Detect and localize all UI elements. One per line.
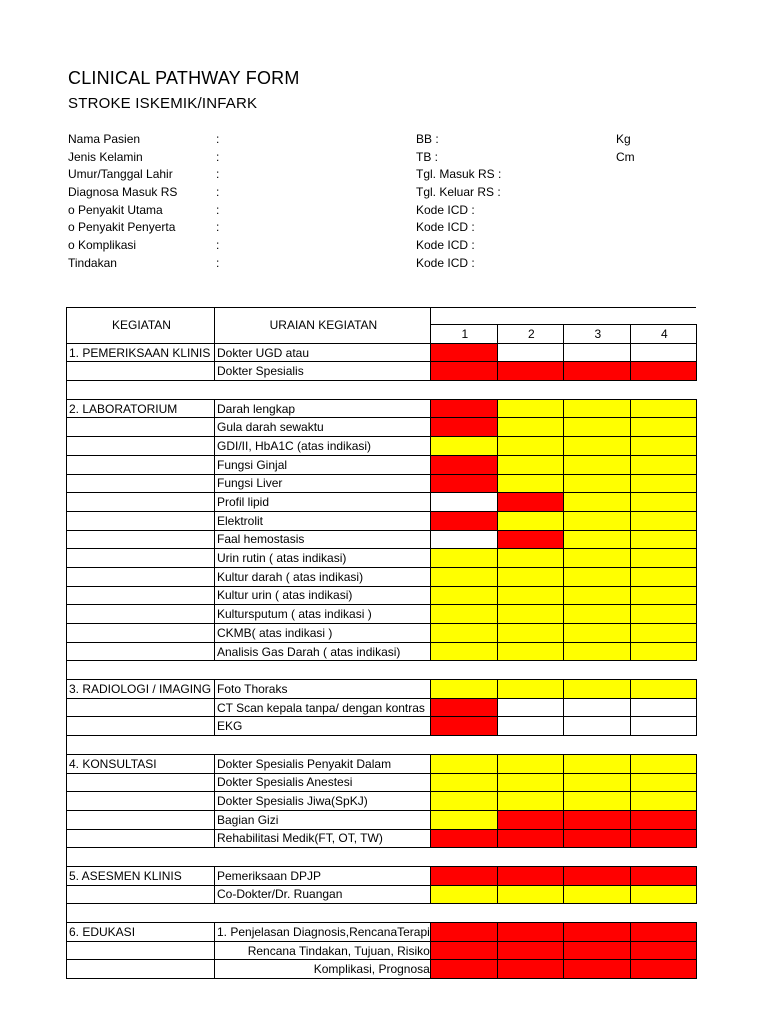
day-cell — [563, 960, 630, 979]
uraian-text: Foto Thoraks — [217, 681, 288, 696]
table-row — [67, 567, 697, 586]
day-cell — [497, 437, 563, 456]
field-unit — [616, 166, 635, 184]
uraian-text: Darah lengkap — [217, 401, 296, 416]
day-number-cell: 1 — [430, 325, 497, 344]
header-kegiatan: KEGIATAN — [67, 308, 215, 344]
section-spacer — [67, 904, 697, 923]
admission-field-label: TB : — [416, 149, 439, 164]
day-cell — [497, 399, 563, 418]
uraian-cell — [215, 680, 431, 699]
uraian-text: 1. Penjelasan Diagnosis,RencanaTerapi — [217, 924, 430, 939]
day-cell — [563, 754, 630, 773]
day-cell — [630, 399, 696, 418]
day-cell — [630, 605, 696, 624]
day-cell — [630, 567, 696, 586]
day-cell — [563, 642, 630, 661]
field-separator: : — [216, 132, 220, 146]
uraian-cell — [215, 624, 431, 643]
kegiatan-cell — [67, 717, 215, 736]
uraian-text: Bagian Gizi — [217, 812, 279, 827]
uraian-cell — [215, 960, 431, 979]
admission-field-label: Kode ICD : — [416, 202, 475, 217]
field-unit — [616, 255, 635, 273]
day-cell — [430, 530, 497, 549]
uraian-cell — [215, 885, 431, 904]
day-cell — [563, 605, 630, 624]
field-separator: : — [216, 220, 220, 235]
header-uraian: URAIAN KEGIATAN — [215, 308, 431, 344]
day-cell — [497, 941, 563, 960]
table-row — [67, 362, 697, 381]
table-row — [67, 754, 697, 773]
kegiatan-cell — [67, 624, 215, 643]
day-cell — [563, 923, 630, 942]
table-row — [67, 680, 697, 699]
day-cell — [630, 717, 696, 736]
day-cell — [497, 810, 563, 829]
admission-field-label: Kode ICD : — [416, 255, 475, 270]
uraian-text: Gula darah sewaktu — [217, 420, 324, 435]
patient-field-label: Tindakan — [68, 255, 117, 270]
day-cell — [563, 343, 630, 362]
day-cell — [430, 680, 497, 699]
day-cell — [497, 455, 563, 474]
field-unit: Cm — [616, 149, 635, 164]
uraian-cell — [215, 399, 431, 418]
kegiatan-cell: 2. LABORATORIUM — [67, 399, 215, 418]
admission-field-label: Kode ICD : — [416, 238, 475, 253]
table-row — [67, 343, 697, 362]
day-cell — [497, 586, 563, 605]
day-cell — [563, 773, 630, 792]
uraian-text: Pemeriksaan DPJP — [217, 868, 322, 883]
field-separator: : — [216, 238, 220, 253]
kegiatan-cell — [67, 698, 215, 717]
admission-field-units — [616, 131, 635, 273]
field-separator: : — [216, 185, 220, 200]
day-cell — [497, 960, 563, 979]
day-cell — [630, 754, 696, 773]
day-cell — [563, 698, 630, 717]
day-cell — [430, 455, 497, 474]
uraian-text: Profil lipid — [217, 495, 270, 510]
uraian-cell — [215, 493, 431, 512]
uraian-text: CT Scan kepala tanpa/ dengan kontras — [217, 700, 425, 715]
day-cell — [430, 549, 497, 568]
day-cell — [630, 866, 696, 885]
day-cell — [430, 399, 497, 418]
spacer-cell — [67, 381, 697, 400]
field-unit: Kg — [616, 132, 631, 146]
admission-field-label: Tgl. Masuk RS : — [416, 167, 502, 182]
kegiatan-cell: 1. PEMERIKSAAN KLINIS — [67, 343, 215, 362]
uraian-text: Fungsi Ginjal — [217, 457, 288, 472]
day-cell — [630, 530, 696, 549]
form-subtitle: STROKE ISKEMIK/INFARK — [68, 95, 258, 112]
field-unit — [616, 202, 635, 220]
patient-field-label: Diagnosa Masuk RS — [68, 185, 178, 200]
patient-field-label: Jenis Kelamin — [68, 149, 143, 164]
day-cell — [630, 885, 696, 904]
patient-field-label: Nama Pasien — [68, 132, 141, 146]
day-number-cell: 3 — [563, 325, 630, 344]
patient-field-label: o Penyakit Penyerta — [68, 220, 176, 235]
spacer-cell — [67, 736, 697, 755]
kegiatan-cell — [67, 960, 215, 979]
patient-field-labels — [68, 131, 177, 273]
day-cell — [497, 624, 563, 643]
day-cell — [430, 885, 497, 904]
day-cell — [563, 511, 630, 530]
day-cell — [563, 455, 630, 474]
day-cell — [630, 624, 696, 643]
day-cell — [430, 960, 497, 979]
day-cell — [563, 362, 630, 381]
kegiatan-cell — [67, 941, 215, 960]
day-cell — [630, 698, 696, 717]
kegiatan-cell: 4. KONSULTASI — [67, 754, 215, 773]
day-cell — [430, 624, 497, 643]
table-row — [67, 885, 697, 904]
uraian-cell — [215, 586, 431, 605]
table-row — [67, 717, 697, 736]
day-cell — [430, 343, 497, 362]
patient-field-label: o Komplikasi — [68, 238, 137, 253]
uraian-cell — [215, 754, 431, 773]
day-cell — [563, 829, 630, 848]
uraian-text: Co-Dokter/Dr. Ruangan — [217, 887, 343, 902]
table-row — [67, 474, 697, 493]
admission-field-label: Kode ICD : — [416, 220, 475, 235]
field-unit — [616, 237, 635, 255]
patient-field-label: Umur/Tanggal Lahir — [68, 167, 173, 182]
day-cell — [430, 754, 497, 773]
day-cell — [630, 418, 696, 437]
day-cell — [563, 399, 630, 418]
table-row — [67, 530, 697, 549]
uraian-cell — [215, 362, 431, 381]
uraian-text: Urin rutin ( atas indikasi) — [217, 551, 347, 566]
day-cell — [563, 493, 630, 512]
day-number-cell: 2 — [497, 325, 563, 344]
day-cell — [497, 343, 563, 362]
uraian-text: EKG — [217, 719, 243, 734]
uraian-text: Dokter UGD atau — [217, 345, 310, 360]
table-row — [67, 923, 697, 942]
day-cell — [630, 437, 696, 456]
day-cell — [497, 866, 563, 885]
table-row — [67, 810, 697, 829]
day-cell — [563, 586, 630, 605]
kegiatan-cell — [67, 829, 215, 848]
day-cell — [563, 792, 630, 811]
uraian-text: Rehabilitasi Medik(FT, OT, TW) — [217, 831, 383, 846]
patient-field-separators — [216, 131, 219, 273]
day-cell — [430, 773, 497, 792]
day-cell — [497, 549, 563, 568]
day-cell — [497, 754, 563, 773]
uraian-text: Kultursputum ( atas indikasi ) — [217, 607, 372, 622]
uraian-text: Komplikasi, Prognosa — [313, 962, 430, 977]
day-cell — [430, 829, 497, 848]
day-cell — [497, 567, 563, 586]
uraian-cell — [215, 437, 431, 456]
uraian-cell — [215, 474, 431, 493]
header-row — [67, 308, 697, 325]
day-cell — [563, 567, 630, 586]
uraian-cell — [215, 455, 431, 474]
spacer-cell — [67, 848, 697, 867]
table-row — [67, 624, 697, 643]
table-row — [67, 960, 697, 979]
uraian-cell — [215, 698, 431, 717]
field-separator: : — [216, 149, 220, 164]
spacer-cell — [67, 904, 697, 923]
uraian-cell — [215, 792, 431, 811]
day-cell — [430, 698, 497, 717]
day-cell — [630, 642, 696, 661]
kegiatan-cell: 6. EDUKASI — [67, 923, 215, 942]
admission-field-label: BB : — [416, 132, 439, 146]
day-cell — [430, 418, 497, 437]
table-row — [67, 642, 697, 661]
day-cell — [430, 717, 497, 736]
section-spacer — [67, 736, 697, 755]
day-cell — [630, 474, 696, 493]
kegiatan-cell — [67, 773, 215, 792]
uraian-cell — [215, 511, 431, 530]
day-cell — [497, 493, 563, 512]
table-row — [67, 829, 697, 848]
field-separator: : — [216, 255, 220, 270]
uraian-cell — [215, 549, 431, 568]
table-row — [67, 493, 697, 512]
uraian-text: Elektrolit — [217, 513, 264, 528]
table-row — [67, 698, 697, 717]
day-cell — [497, 698, 563, 717]
day-cell — [630, 549, 696, 568]
day-cell — [497, 362, 563, 381]
kegiatan-cell — [67, 605, 215, 624]
uraian-text: Dokter Spesialis Anestesi — [217, 775, 353, 790]
kegiatan-cell: 3. RADIOLOGI / IMAGING — [67, 680, 215, 699]
uraian-text: Fungsi Liver — [217, 476, 283, 491]
uraian-cell — [215, 605, 431, 624]
day-cell — [430, 362, 497, 381]
day-cell — [630, 493, 696, 512]
day-cell — [630, 362, 696, 381]
day-cell — [497, 418, 563, 437]
day-cell — [497, 680, 563, 699]
table-row — [67, 941, 697, 960]
kegiatan-cell — [67, 362, 215, 381]
day-cell — [430, 792, 497, 811]
uraian-cell — [215, 567, 431, 586]
table-row — [67, 399, 697, 418]
header-day-group — [430, 308, 696, 325]
day-cell — [563, 418, 630, 437]
uraian-text: Dokter Spesialis Jiwa(SpKJ) — [217, 794, 368, 809]
kegiatan-cell — [67, 530, 215, 549]
uraian-text: Kultur darah ( atas indikasi) — [217, 569, 364, 584]
kegiatan-cell — [67, 642, 215, 661]
uraian-cell — [215, 642, 431, 661]
day-cell — [430, 605, 497, 624]
day-cell — [497, 829, 563, 848]
day-cell — [430, 866, 497, 885]
day-cell — [630, 680, 696, 699]
field-separator: : — [216, 167, 220, 182]
day-cell — [497, 474, 563, 493]
day-cell — [563, 549, 630, 568]
day-cell — [563, 810, 630, 829]
uraian-text: Analisis Gas Darah ( atas indikasi) — [217, 644, 401, 659]
uraian-cell — [215, 923, 431, 942]
day-cell — [630, 511, 696, 530]
table-row — [67, 418, 697, 437]
kegiatan-cell — [67, 549, 215, 568]
uraian-cell — [215, 866, 431, 885]
kegiatan-cell — [67, 885, 215, 904]
uraian-cell — [215, 343, 431, 362]
uraian-text: Rencana Tindakan, Tujuan, Risiko — [247, 943, 430, 958]
day-cell — [563, 866, 630, 885]
day-cell — [563, 474, 630, 493]
day-cell — [430, 511, 497, 530]
day-cell — [630, 455, 696, 474]
day-cell — [430, 810, 497, 829]
kegiatan-cell — [67, 493, 215, 512]
uraian-cell — [215, 941, 431, 960]
day-cell — [630, 810, 696, 829]
uraian-text: Dokter Spesialis — [217, 364, 304, 379]
day-cell — [563, 437, 630, 456]
uraian-cell — [215, 810, 431, 829]
day-cell — [430, 586, 497, 605]
day-cell — [430, 923, 497, 942]
patient-field-label: o Penyakit Utama — [68, 202, 163, 217]
day-cell — [497, 717, 563, 736]
day-cell — [563, 530, 630, 549]
table-row — [67, 511, 697, 530]
day-cell — [497, 642, 563, 661]
table-row — [67, 549, 697, 568]
kegiatan-cell — [67, 455, 215, 474]
uraian-text: Faal hemostasis — [217, 532, 305, 547]
kegiatan-cell — [67, 567, 215, 586]
day-cell — [430, 437, 497, 456]
uraian-text: Kultur urin ( atas indikasi) — [217, 588, 353, 603]
section-spacer — [67, 848, 697, 867]
day-cell — [430, 493, 497, 512]
uraian-cell — [215, 717, 431, 736]
day-cell — [497, 530, 563, 549]
day-cell — [563, 680, 630, 699]
uraian-text: Dokter Spesialis Penyakit Dalam — [217, 756, 392, 771]
spacer-cell — [67, 661, 697, 680]
day-cell — [497, 773, 563, 792]
day-cell — [630, 792, 696, 811]
uraian-cell — [215, 418, 431, 437]
day-cell — [430, 567, 497, 586]
kegiatan-cell — [67, 418, 215, 437]
kegiatan-cell — [67, 474, 215, 493]
table-row — [67, 586, 697, 605]
form-title: CLINICAL PATHWAY FORM — [68, 68, 300, 88]
field-unit — [616, 219, 635, 237]
day-cell — [497, 605, 563, 624]
uraian-cell — [215, 829, 431, 848]
field-separator: : — [216, 202, 220, 217]
uraian-text: CKMB( atas indikasi ) — [217, 625, 333, 640]
table-row — [67, 792, 697, 811]
table-row — [67, 437, 697, 456]
day-cell — [563, 624, 630, 643]
kegiatan-cell — [67, 792, 215, 811]
day-cell — [630, 773, 696, 792]
day-cell — [630, 960, 696, 979]
table-row — [67, 866, 697, 885]
day-cell — [630, 829, 696, 848]
day-cell — [563, 885, 630, 904]
day-cell — [497, 511, 563, 530]
table-row — [67, 773, 697, 792]
admission-field-label: Tgl. Keluar RS : — [416, 185, 501, 200]
kegiatan-cell — [67, 511, 215, 530]
table-row — [67, 455, 697, 474]
day-cell — [430, 474, 497, 493]
kegiatan-cell — [67, 586, 215, 605]
admission-field-labels — [416, 131, 501, 273]
day-number-cell: 4 — [630, 325, 696, 344]
day-cell — [563, 717, 630, 736]
uraian-cell — [215, 773, 431, 792]
day-cell — [630, 586, 696, 605]
uraian-text: GDI/II, HbA1C (atas indikasi) — [217, 438, 372, 453]
day-cell — [497, 923, 563, 942]
kegiatan-cell — [67, 437, 215, 456]
kegiatan-cell — [67, 810, 215, 829]
kegiatan-cell: 5. ASESMEN KLINIS — [67, 866, 215, 885]
day-cell — [497, 885, 563, 904]
day-cell — [497, 792, 563, 811]
day-cell — [563, 941, 630, 960]
day-cell — [430, 642, 497, 661]
section-spacer — [67, 661, 697, 680]
day-cell — [630, 343, 696, 362]
day-cell — [630, 941, 696, 960]
uraian-cell — [215, 530, 431, 549]
pathway-table — [66, 307, 697, 979]
day-cell — [430, 941, 497, 960]
day-cell — [630, 923, 696, 942]
table-row — [67, 605, 697, 624]
section-spacer — [67, 381, 697, 400]
field-unit — [616, 184, 635, 202]
